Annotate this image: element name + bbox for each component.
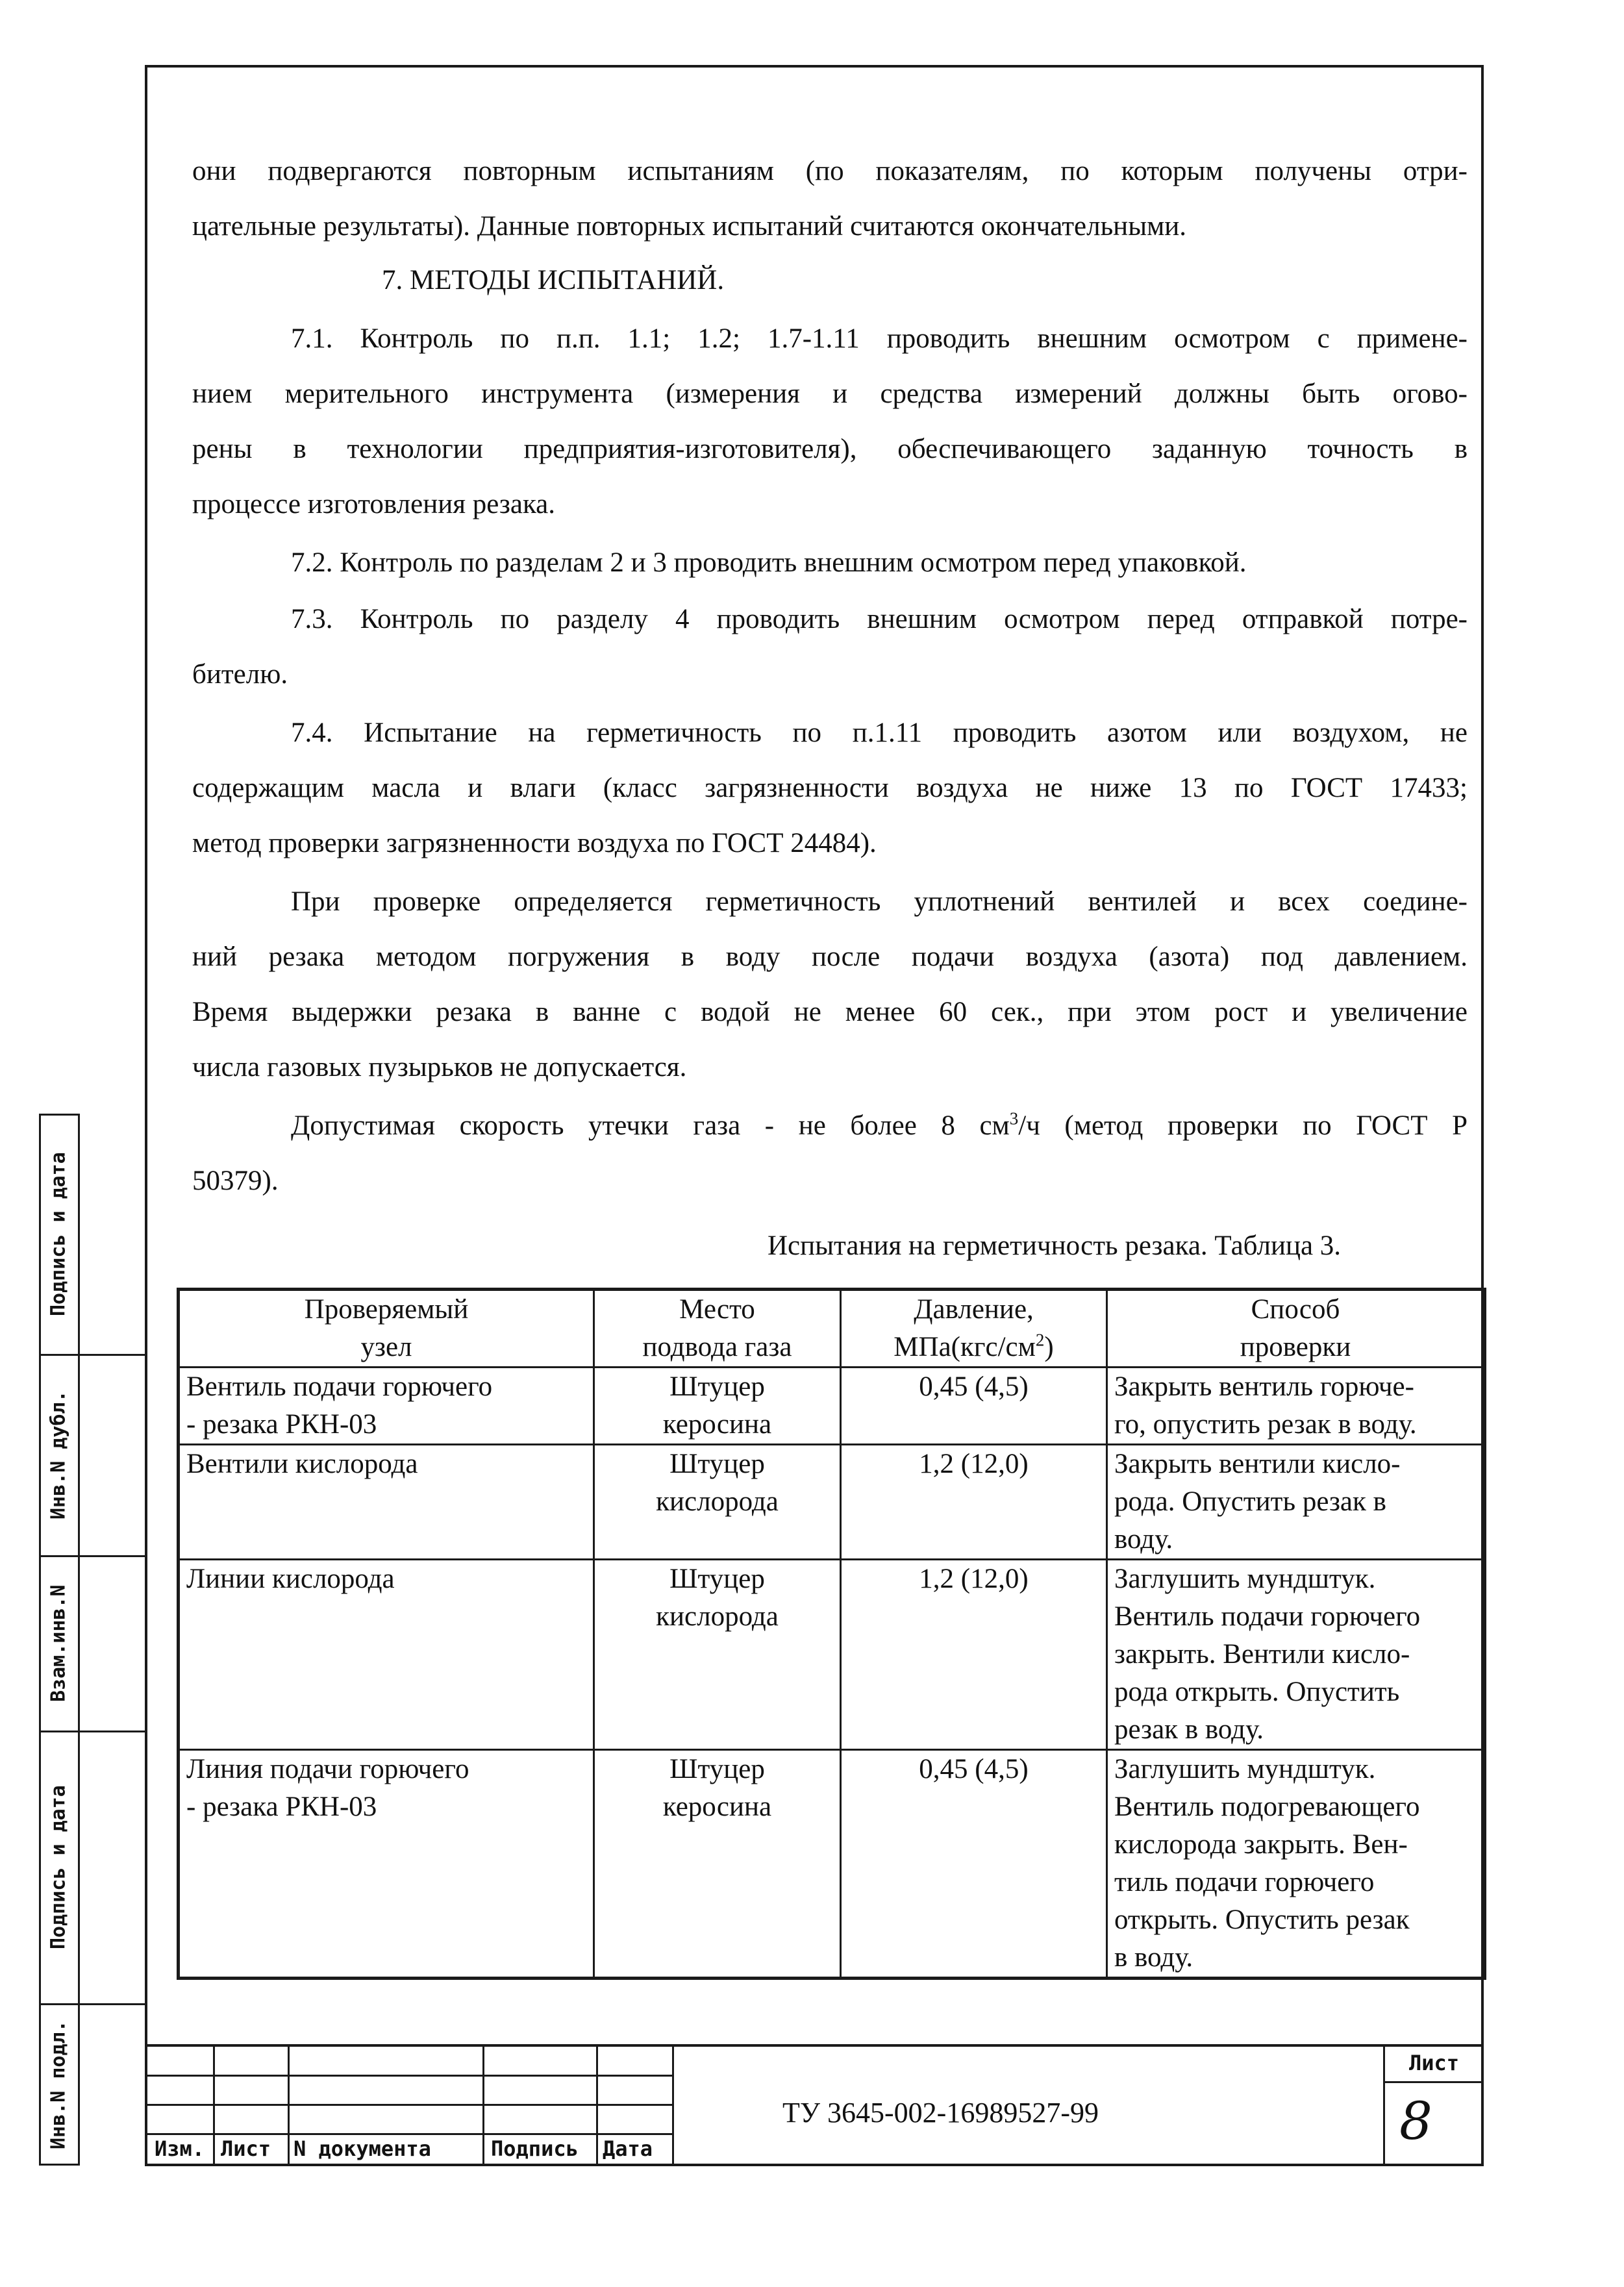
cell-node: Линия подачи горючего - резака РКН-03	[179, 1750, 594, 1979]
side-stamp-divider	[39, 2003, 145, 2005]
table-row	[179, 1750, 1485, 1979]
cell-method: Закрыть вентиль горюче- го, опустить резак в воду.	[1107, 1368, 1485, 1445]
page-frame-bottom	[145, 2164, 1484, 2166]
cell-place: Штуцер керосина	[594, 1368, 841, 1445]
side-stamp-divider	[39, 1354, 145, 1356]
paragraph-line: 7.4. Испытание на герметичность по п.1.11 проводить азотом или воздухом, не	[291, 718, 1468, 748]
cell-place: Штуцер керосина	[594, 1750, 841, 1979]
paragraph-line: Время выдержки резака в ванне с водой не менее 60 сек., при этом рост и увеличение	[192, 997, 1468, 1027]
table-caption: Испытания на герметичность резака. Таблица 3.	[768, 1231, 1342, 1261]
title-block-sheet-line	[1383, 2081, 1484, 2083]
cell-pressure: 1,2 (12,0)	[841, 1445, 1107, 1560]
title-block-date: Дата	[603, 2136, 653, 2161]
side-stamp-divider	[39, 1555, 145, 1557]
title-block-col-line	[596, 2044, 598, 2166]
paragraph-line: бителю.	[192, 659, 288, 690]
cell-node: Вентиль подачи горючего - резака РКН-03	[179, 1368, 594, 1445]
side-label-replace-inv: Взам.инв.N	[47, 1584, 70, 1703]
side-label-inv-original: Инв.N подл.	[47, 2020, 70, 2150]
paragraph-line: При проверке определяется герметичность уплотнений вентилей и всех соедине-	[291, 886, 1468, 917]
title-block-izm: Изм.	[155, 2136, 205, 2161]
title-block-col-line	[213, 2044, 215, 2166]
side-label-inv-dubl: Инв.N дубл.	[47, 1390, 70, 1520]
paragraph-line: ний резака методом погружения в воду после подачи воздуха (азота) под давлением.	[192, 942, 1468, 972]
cell-node: Линии кислорода	[179, 1560, 594, 1750]
cell-place: Штуцер кислорода	[594, 1445, 841, 1560]
title-block-col-line	[672, 2044, 674, 2166]
header-pressure: Давление, $МПа(кгс/см^2)$	[841, 1290, 1107, 1368]
side-label-signature-date: Подпись и дата	[47, 1152, 70, 1317]
cell-method: Закрыть вентили кисло- рода. Опустить резак в воду.	[1107, 1445, 1485, 1560]
title-block-col-line	[1383, 2044, 1385, 2166]
test-table	[177, 1288, 1483, 1980]
title-block-signature: Подпись	[491, 2136, 579, 2161]
cell-method: Заглушить мундштук. Вентиль подогревающего кислорода закрыть. Вен- тиль подачи горючего открыть. Опустить резак в воду.	[1107, 1750, 1485, 1979]
title-block-row-line	[145, 2104, 672, 2106]
paragraph-line: 50379).	[192, 1166, 279, 1196]
paragraph-line: 7.3. Контроль по разделу 4 проводить внешним осмотром перед отправкой потре-	[291, 604, 1468, 634]
document-code: ТУ 3645-002-16989527-99	[782, 2097, 1099, 2129]
title-block-doc-no: N документа	[294, 2136, 431, 2161]
title-block-row-line	[145, 2133, 672, 2135]
cell-place: Штуцер кислорода	[594, 1560, 841, 1750]
header-place: Место подвода газа	[594, 1290, 841, 1368]
table-row	[179, 1445, 1485, 1560]
table-row	[179, 1560, 1485, 1750]
paragraph-line: Допустимая скорость утечки газа - не более 8 $см^3/ч$ (метод проверки по ГОСТ Р	[291, 1108, 1468, 1141]
paragraph-line: цательные результаты). Данные повторных испытаний считаются окончательными.	[192, 211, 1187, 242]
paragraph-line: 7.2. Контроль по разделам 2 и 3 проводить внешним осмотром перед упаковкой.	[291, 547, 1247, 578]
paragraph-line: процессе изготовления резака.	[192, 489, 556, 519]
paragraph-line: нием мерительного инструмента (измерения и средства измерений должны быть огово-	[192, 379, 1468, 409]
cell-node: Вентили кислорода	[179, 1445, 594, 1560]
paragraph-line: 7.1. Контроль по п.п. 1.1; 1.2; 1.7-1.11 проводить внешним осмотром с примене-	[291, 323, 1468, 354]
table-header-row	[179, 1290, 1485, 1368]
header-method: Способ проверки	[1107, 1290, 1485, 1368]
side-stamp-divider	[39, 1731, 145, 1732]
cell-pressure: 1,2 (12,0)	[841, 1560, 1107, 1750]
paragraph-line: содержащим масла и влаги (класс загрязненности воздуха не ниже 13 по ГОСТ 17433;	[192, 773, 1468, 803]
cell-method: Заглушить мундштук. Вентиль подачи горючего закрыть. Вентили кисло- рода открыть. Опустить резак в воду.	[1107, 1560, 1485, 1750]
paragraph-line: числа газовых пузырьков не допускается.	[192, 1052, 687, 1082]
paragraph-line: рены в технологии предприятия-изготовителя), обеспечивающего заданную точность в	[192, 434, 1468, 464]
title-block-row-line	[145, 2075, 672, 2077]
title-block-col-line	[482, 2044, 484, 2166]
title-block-list: Лист	[221, 2136, 271, 2161]
side-stamp-column-2	[78, 1114, 145, 2166]
title-block-col-line	[288, 2044, 290, 2166]
section-title: 7. МЕТОДЫ ИСПЫТАНИЙ.	[382, 265, 725, 295]
title-block-top-border	[145, 2044, 1484, 2047]
cell-pressure: 0,45 (4,5)	[841, 1368, 1107, 1445]
table-row	[179, 1368, 1485, 1445]
header-node: Проверяемый узел	[179, 1290, 594, 1368]
paragraph-line: они подвергаются повторным испытаниям (по показателям, по которым получены отри-	[192, 156, 1468, 186]
sheet-label: Лист	[1409, 2051, 1460, 2075]
sheet-number: 8	[1399, 2091, 1432, 2151]
cell-pressure: 0,45 (4,5)	[841, 1750, 1107, 1979]
side-label-signature-date-2: Подпись и дата	[47, 1785, 70, 1950]
paragraph-line: метод проверки загрязненности воздуха по ГОСТ 24484).	[192, 828, 877, 858]
